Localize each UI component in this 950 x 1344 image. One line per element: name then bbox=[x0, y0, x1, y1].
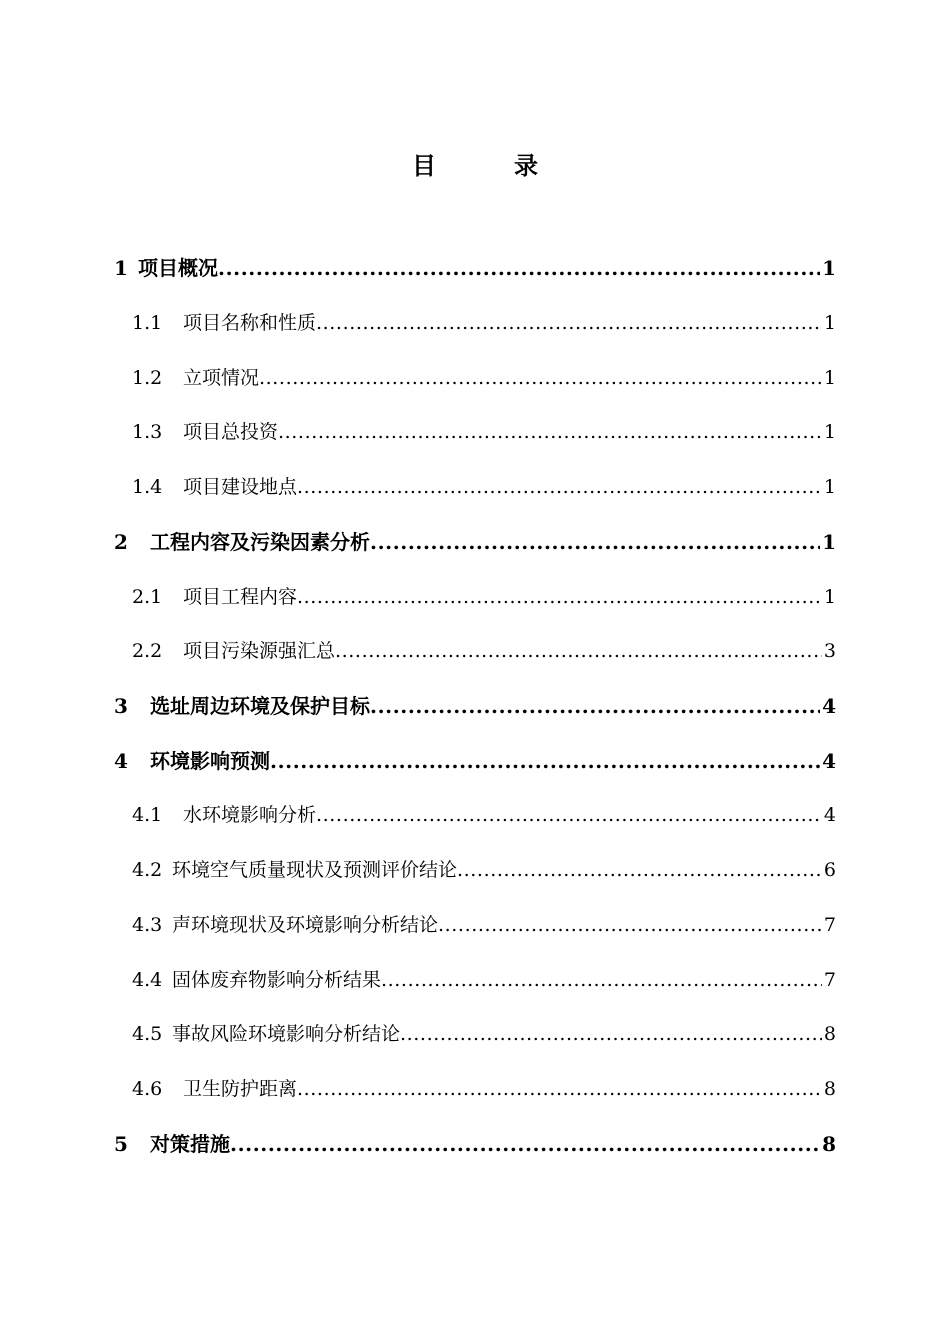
toc-entry-text: 项目污染源强汇总 bbox=[183, 640, 336, 662]
toc-entry-text: 立项情况 bbox=[183, 367, 260, 389]
toc-dot-leader bbox=[457, 852, 822, 888]
toc-entry-text: 项目建设地点 bbox=[183, 476, 298, 498]
toc-entry-4-5[interactable] bbox=[132, 1016, 836, 1052]
toc-entry-page: 4 bbox=[822, 694, 836, 718]
toc-entry-number: 4.2 bbox=[132, 859, 163, 881]
toc-entry-text: 事故风险环境影响分析结论 bbox=[172, 1023, 401, 1045]
toc-entry-number: 1.1 bbox=[132, 312, 163, 334]
toc-entry-text: 工程内容及污染因素分析 bbox=[150, 530, 370, 554]
toc-dot-leader bbox=[278, 414, 822, 450]
toc-dot-leader bbox=[218, 250, 820, 286]
toc-dot-leader bbox=[297, 1071, 822, 1107]
toc-entry-1-1[interactable] bbox=[132, 305, 836, 341]
toc-dot-leader bbox=[316, 305, 822, 341]
toc-entry-page: 1 bbox=[822, 530, 836, 554]
toc-entry-number: 5 bbox=[114, 1132, 128, 1156]
toc-entry-page: 4 bbox=[822, 749, 836, 773]
toc-entry-2-1[interactable] bbox=[132, 579, 836, 615]
toc-dot-leader bbox=[370, 688, 820, 724]
toc-entry-number: 1.2 bbox=[132, 367, 163, 389]
toc-dot-leader bbox=[297, 469, 822, 505]
toc-entry-text: 项目工程内容 bbox=[183, 586, 298, 608]
toc-entry-1[interactable] bbox=[114, 250, 836, 286]
toc-entry-1-3[interactable] bbox=[132, 414, 836, 450]
toc-entry-number: 4.3 bbox=[132, 914, 163, 936]
toc-entry-page: 1 bbox=[822, 256, 836, 280]
toc-entry-page: 7 bbox=[823, 969, 836, 991]
toc-entry-text: 环境影响预测 bbox=[150, 749, 270, 773]
toc-entry-page: 1 bbox=[823, 312, 836, 334]
toc-entry-text: 选址周边环境及保护目标 bbox=[150, 694, 370, 718]
toc-dot-leader bbox=[259, 360, 822, 396]
toc-entry-number: 4.6 bbox=[132, 1078, 163, 1100]
toc-entry-4-6[interactable] bbox=[132, 1071, 836, 1107]
toc-entry-1-4[interactable] bbox=[132, 469, 836, 505]
toc-entry-number: 4.5 bbox=[132, 1023, 163, 1045]
toc-entry-number: 3 bbox=[114, 694, 128, 718]
toc-entry-text: 项目总投资 bbox=[183, 421, 279, 443]
toc-entry-number: 2.1 bbox=[132, 586, 163, 608]
toc-entry-page: 1 bbox=[823, 476, 836, 498]
toc-entry-page: 8 bbox=[823, 1023, 836, 1045]
toc-entry-text: 项目名称和性质 bbox=[183, 312, 317, 334]
toc-title-char-2: 录 bbox=[514, 151, 538, 180]
toc-entry-page: 7 bbox=[823, 914, 836, 936]
toc-entry-number: 1.3 bbox=[132, 421, 163, 443]
toc-dot-leader bbox=[381, 962, 822, 998]
toc-entry-4-4[interactable] bbox=[132, 962, 836, 998]
toc-dot-leader bbox=[335, 633, 822, 669]
toc-entry-page: 1 bbox=[823, 421, 836, 443]
toc-entry-page: 1 bbox=[823, 586, 836, 608]
toc-entry-number: 4.4 bbox=[132, 969, 163, 991]
toc-entry-1-2[interactable] bbox=[132, 360, 836, 396]
toc-dot-leader bbox=[316, 797, 822, 833]
toc-dot-leader bbox=[438, 907, 822, 943]
toc-entry-text: 固体废弃物影响分析结果 bbox=[172, 969, 382, 991]
toc-entry-number: 1 bbox=[114, 256, 128, 280]
toc-dot-leader bbox=[230, 1126, 820, 1162]
toc-dot-leader bbox=[370, 524, 820, 560]
toc-entry-number: 2.2 bbox=[132, 640, 163, 662]
toc-entry-page: 4 bbox=[823, 804, 836, 826]
toc-entry-number: 4.1 bbox=[132, 804, 163, 826]
toc-dot-leader bbox=[270, 743, 820, 779]
toc-entry-text: 项目概况 bbox=[138, 256, 218, 280]
toc-entry-text: 声环境现状及环境影响分析结论 bbox=[172, 914, 439, 936]
toc-title bbox=[0, 146, 950, 181]
toc-dot-leader bbox=[400, 1016, 822, 1052]
toc-entry-4-1[interactable] bbox=[132, 797, 836, 833]
toc-entry-page: 6 bbox=[823, 859, 836, 881]
toc-entry-page: 8 bbox=[823, 1078, 836, 1100]
toc-entry-5[interactable] bbox=[114, 1126, 836, 1162]
toc-dot-leader bbox=[297, 579, 822, 615]
toc-entry-4-3[interactable] bbox=[132, 907, 836, 943]
toc-entry-4-2[interactable] bbox=[132, 852, 836, 888]
toc-entry-text: 环境空气质量现状及预测评价结论 bbox=[172, 859, 458, 881]
toc-entry-text: 对策措施 bbox=[150, 1132, 230, 1156]
toc-entry-number: 4 bbox=[114, 749, 128, 773]
toc-entry-text: 水环境影响分析 bbox=[183, 804, 317, 826]
toc-entry-4[interactable] bbox=[114, 743, 836, 779]
toc-entry-page: 3 bbox=[823, 640, 836, 662]
toc-entry-text: 卫生防护距离 bbox=[183, 1078, 298, 1100]
toc-entry-3[interactable] bbox=[114, 688, 836, 724]
toc-entry-2[interactable] bbox=[114, 524, 836, 560]
toc-entry-2-2[interactable] bbox=[132, 633, 836, 669]
toc-entry-page: 8 bbox=[822, 1132, 836, 1156]
toc-entry-number: 2 bbox=[114, 530, 128, 554]
toc-entry-number: 1.4 bbox=[132, 476, 163, 498]
toc-title-char-1: 目 bbox=[412, 151, 436, 180]
toc-entry-page: 1 bbox=[823, 367, 836, 389]
